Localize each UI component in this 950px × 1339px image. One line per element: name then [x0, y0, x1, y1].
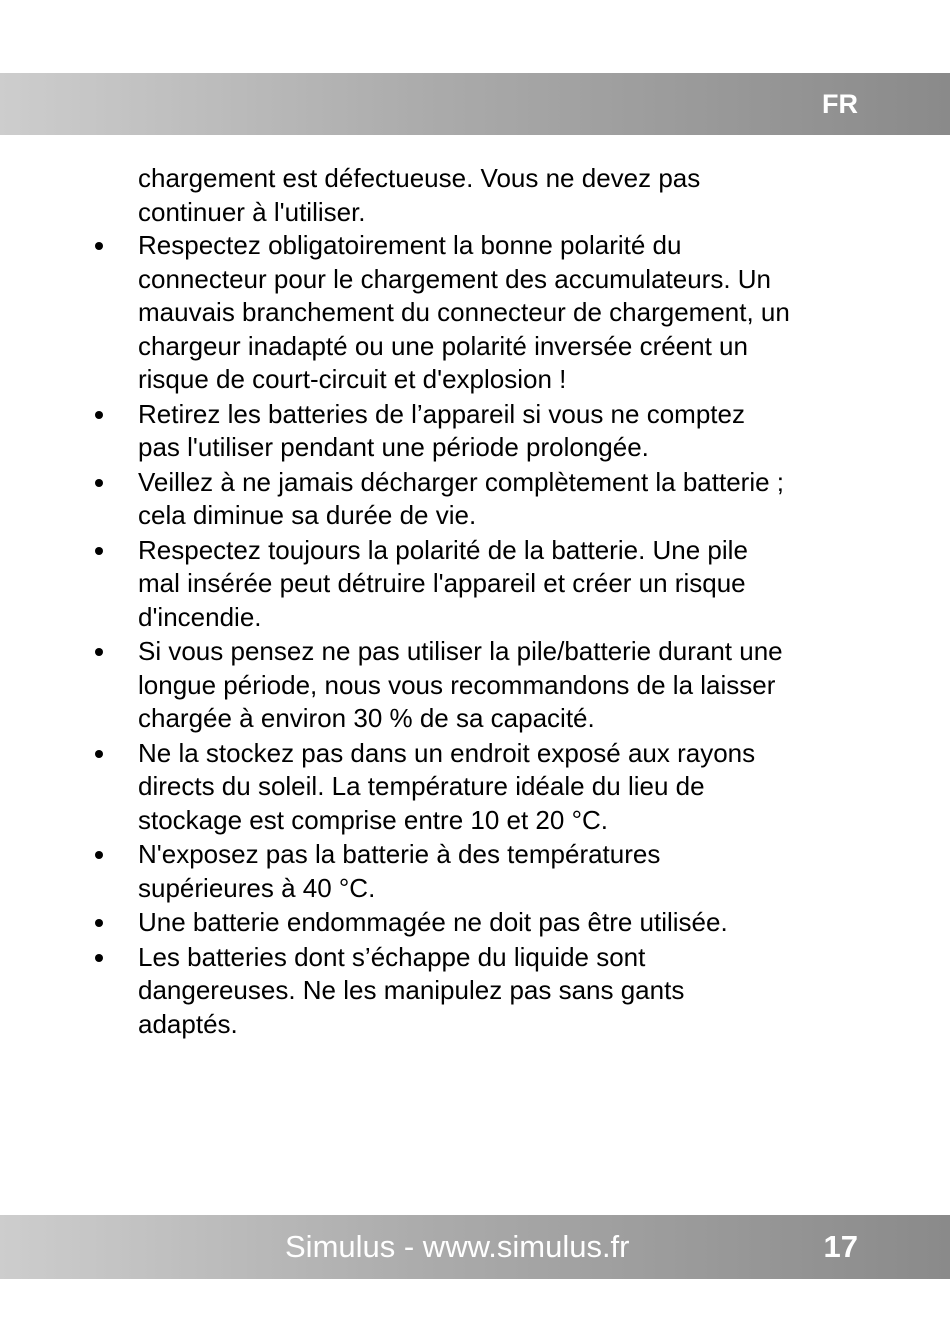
list-item: [0, 466, 950, 533]
bullet-icon: [95, 648, 103, 656]
list-item: [0, 534, 950, 635]
page-content: [0, 162, 950, 1042]
text-line: adaptés.: [138, 1008, 238, 1039]
text-line: Respectez toujours la polarité de la batterie. Une pile: [138, 534, 748, 565]
bullet-icon: [95, 547, 103, 555]
text-line: mauvais branchement du connecteur de chargement, un: [138, 297, 790, 327]
language-label: FR: [822, 89, 858, 119]
bullet-list: [0, 229, 950, 1041]
list-item: [0, 635, 950, 736]
bullet-icon: [95, 919, 103, 927]
text-line: longue période, nous vous recommandons de la laisser: [138, 669, 776, 700]
text-line: N'exposez pas la batterie à des températures: [138, 839, 661, 869]
bullet-icon: [95, 750, 103, 758]
bullet-icon: [95, 851, 103, 859]
list-item: [0, 906, 950, 940]
list-item: [0, 229, 950, 397]
text-line: Si vous pensez ne pas utiliser la pile/batterie durant une: [138, 636, 783, 666]
footer-website: Simulus - www.simulus.fr: [285, 1229, 630, 1264]
bullet-icon: [95, 954, 103, 962]
text-line: directs du soleil. La température idéale du lieu de: [138, 771, 705, 801]
text-line: Ne la stockez pas dans un endroit exposé aux rayons: [138, 737, 756, 768]
list-item: [0, 737, 950, 838]
text-line: chargement est défectueuse. Vous ne devez pas: [138, 163, 701, 193]
text-line: Veillez à ne jamais décharger complètement la batterie ;: [138, 466, 785, 497]
text-line: Respectez obligatoirement la bonne polarité du: [138, 230, 682, 260]
text-line: chargée à environ 30 % de sa capacité.: [138, 703, 595, 733]
text-line: d'incendie.: [138, 601, 262, 632]
text-line: Une batterie endommagée ne doit pas être utilisée.: [138, 907, 728, 937]
bullet-icon: [95, 242, 103, 250]
text-line: cela diminue sa durée de vie.: [138, 500, 477, 530]
list-item: [0, 941, 950, 1042]
text-line: Les batteries dont s’échappe du liquide sont: [138, 941, 646, 972]
text-line: risque de court-circuit et d'explosion !: [138, 364, 567, 394]
text-line: pas l'utiliser pendant une période prolongée.: [138, 432, 649, 462]
list-item: [0, 838, 950, 905]
text-line: stockage est comprise entre 10 et 20 °C.: [138, 804, 608, 835]
text-line: Retirez les batteries de l’appareil si vous ne comptez: [138, 398, 745, 429]
bullet-icon: [95, 479, 103, 487]
list-item: [0, 398, 950, 465]
header-band: [0, 73, 950, 135]
text-line: supérieures à 40 °C.: [138, 872, 376, 903]
text-line: chargeur inadapté ou une polarité inversée créent un: [138, 330, 748, 361]
intro-paragraph: [138, 162, 868, 229]
text-line: dangereuses. Ne les manipulez pas sans gants: [138, 975, 685, 1005]
footer-band: [0, 1215, 950, 1279]
bullet-icon: [95, 411, 103, 419]
text-line: connecteur pour le chargement des accumulateurs. Un: [138, 263, 772, 294]
page-number: 17: [823, 1229, 858, 1264]
text-line: continuer à l'utiliser.: [138, 196, 366, 227]
text-line: mal insérée peut détruire l'appareil et créer un risque: [138, 568, 746, 598]
